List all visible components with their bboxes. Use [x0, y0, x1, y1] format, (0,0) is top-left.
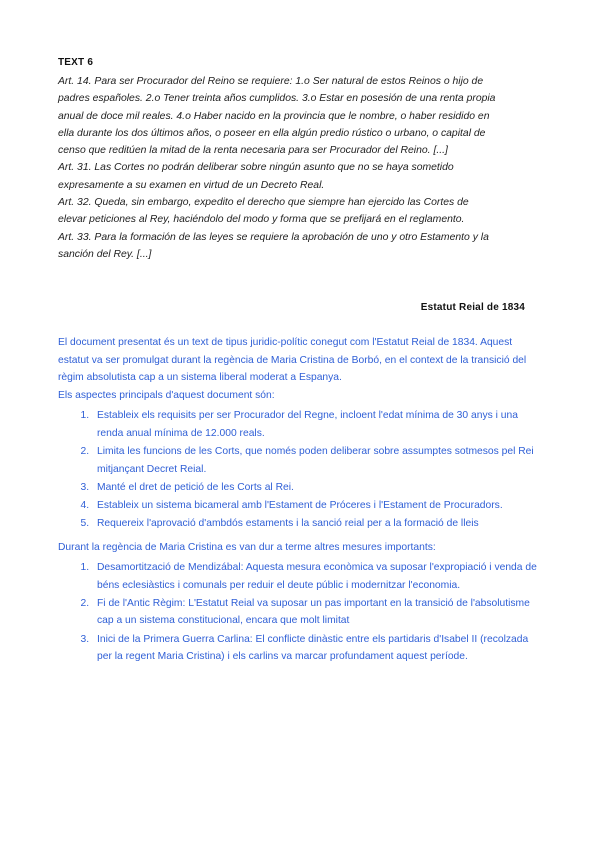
- commentary-block: [58, 334, 538, 672]
- aspects-list-item: 4. Estableix un sistema bicameral amb l'Estament de Próceres i l'Estament de Procuradors.: [92, 497, 538, 515]
- source-text-block: [58, 73, 498, 263]
- aspects-list-item: 2. Limita les funcions de les Corts, que només poden deliberar sobre assumptes sotmesos pel Rei mitjançant Decret Reial.: [92, 443, 538, 478]
- measures-list-item: 2. Fi de l'Antic Règim: L'Estatut Reial va suposar un pas important en la transició de l'absolutisme cap a un sistema constitucional, encara que molt limitat: [92, 595, 538, 630]
- aspects-list: [58, 407, 538, 532]
- source-article-14: Art. 14. Para ser Procurador del Reino se requiere: 1.o Ser natural de estos Reinos o hijo de padres españoles. 2.o Tener treinta años cumplidos. 3.o Estar en posesión de una renta propia anual de doce mil reales. 4.o Haber nacido en la provincia que le nombre, o haber residido en ella durante los dos últimos años, o poseer en ella algún predio rústico o urbano, o capital de censo que reditúen la mitad de la renta necesaria para ser Procurador del Reino. [...]: [58, 76, 496, 157]
- aspects-list-item: 3. Manté el dret de petició de les Corts al Rei.: [92, 479, 538, 497]
- aspects-heading: Els aspectes principals d'aquest document són:: [58, 389, 275, 401]
- commentary-intro: El document presentat és un text de tipus juridic-polític conegut com l'Estatut Reial de 1834. Aquest estatut va ser promulgat durant la regència de Maria Cristina de Borbó, en el context de la transició del règim absolutista cap a un sistema liberal moderat a Espanya.: [58, 337, 527, 384]
- aspects-list-item: 5. Requereix l'aprovació d'ambdós estaments i la sanció reial per a la formació de lleis: [92, 515, 538, 533]
- measures-list-item: 3. Inici de la Primera Guerra Carlina: El conflicte dinàstic entre els partidaris d'Isabel II (recolzada per la regent Maria Cristina) i els carlins va marcar profundament aquest període.: [92, 631, 538, 666]
- source-article-31: Art. 31. Las Cortes no podrán deliberar sobre ningún asunto que no se haya sometido expresamente a su examen en virtud de un Decreto Real.: [58, 162, 454, 191]
- source-reference: Estatut Reial de 1834: [420, 302, 525, 313]
- measures-list-item: 1. Desamortització de Mendizábal: Aquesta mesura econòmica va suposar l'expropiació i venda de béns eclesiàstics i comunals per reduir el deute públic i modernitzar l'economia.: [92, 559, 538, 594]
- aspects-list-item: 1. Estableix els requisits per ser Procurador del Regne, incloent l'edat mínima de 30 anys i una renda anual mínima de 12.000 reals.: [92, 407, 538, 442]
- document-title: TEXT 6: [58, 57, 94, 68]
- measures-heading: Durant la regència de Maria Cristina es van dur a terme altres mesures importants:: [58, 541, 436, 553]
- source-article-33: Art. 33. Para la formación de las leyes se requiere la aprobación de uno y otro Estamento y la sanción del Rey. [...]: [58, 231, 489, 260]
- source-article-32: Art. 32. Queda, sin embargo, expedito el derecho que siempre han ejercido las Cortes de elevar peticiones al Rey, haciéndolo del modo y forma que se prefijará en el reglamento.: [58, 197, 469, 226]
- measures-list: [58, 559, 538, 666]
